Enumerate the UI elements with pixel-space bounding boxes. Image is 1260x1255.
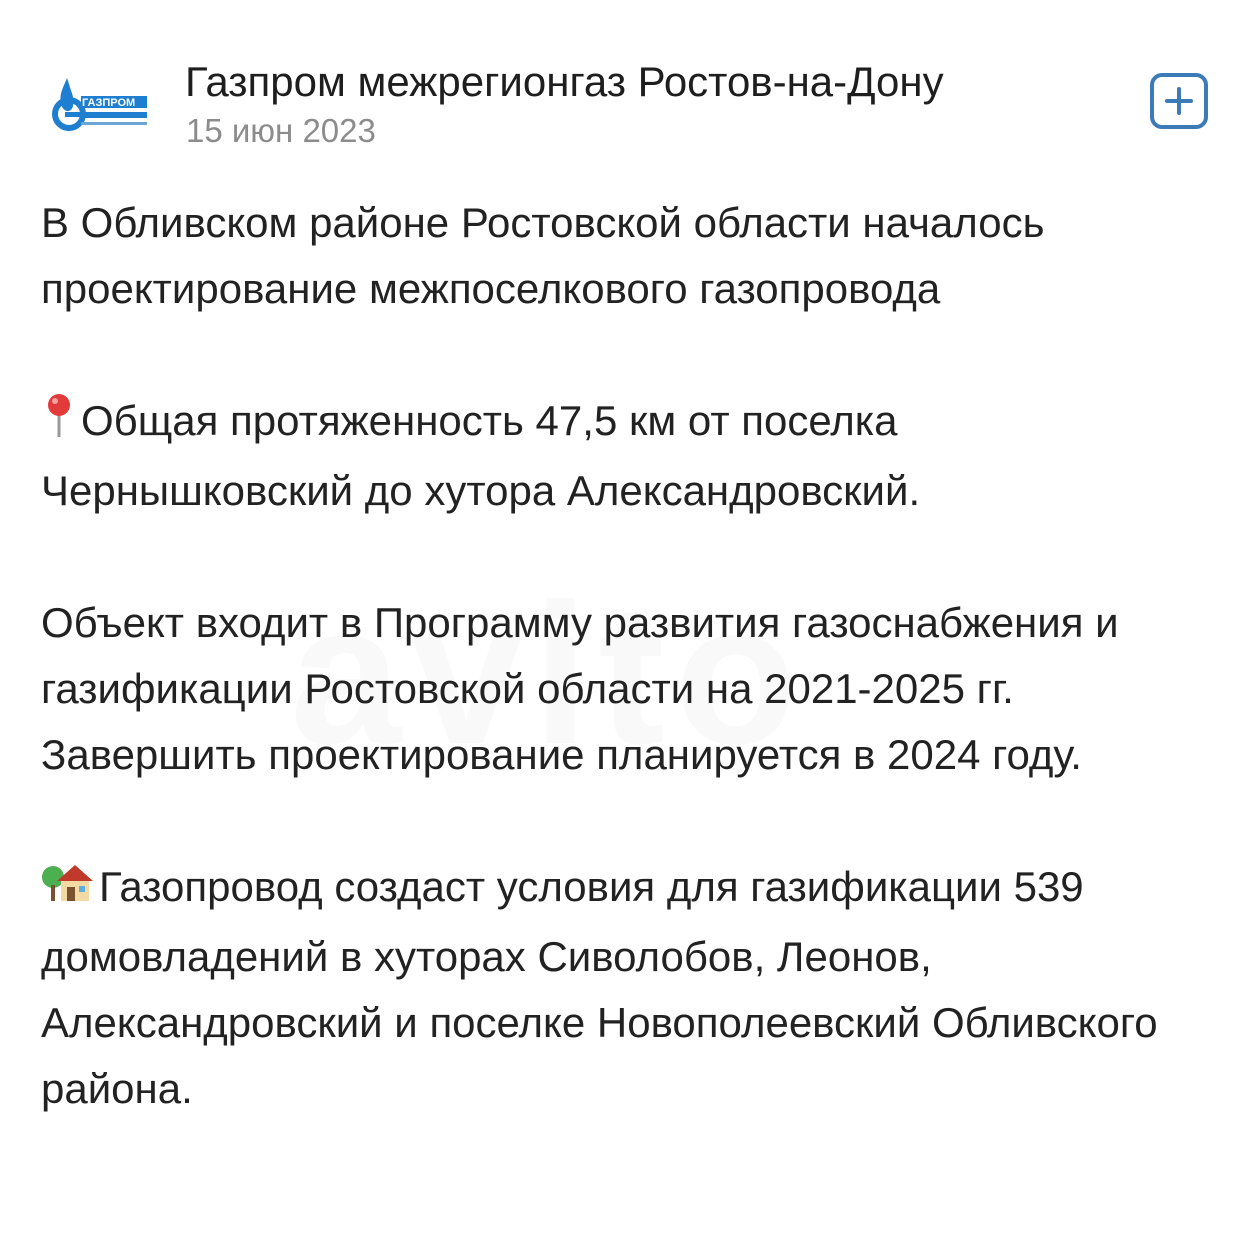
post-body bbox=[41, 190, 1221, 1122]
post-paragraph bbox=[41, 590, 1221, 788]
pushpin-icon bbox=[41, 391, 77, 458]
avatar-logo-text: ГАЗПРОМ bbox=[82, 97, 136, 109]
post-paragraph-text: Объект входит в Программу развития газоснабжения и газификации Ростовской области на 2021-2025 гг. Завершить проектирование планируется в 2024 году. bbox=[41, 599, 1119, 778]
post-paragraph-text: Общая протяженность 47,5 км от поселка Чернышковский до хутора Александровский. bbox=[41, 397, 921, 514]
post-date: 15 июн 2023 bbox=[186, 112, 376, 149]
post-paragraph bbox=[41, 190, 1221, 322]
subscribe-button[interactable] bbox=[1150, 73, 1208, 129]
post-paragraph-text: Газопровод создаст условия для газификации 539 домовладений в хуторах Сиволобов, Леонов, Александровский и поселке Новополеевский Обливского района. bbox=[41, 863, 1158, 1112]
house-with-garden-icon bbox=[41, 858, 95, 924]
post-paragraph bbox=[41, 388, 1221, 524]
author-name[interactable]: Газпром межрегионгаз Ростов-на-Дону bbox=[185, 58, 944, 105]
post-paragraph-text: В Обливском районе Ростовской области началось проектирование межпоселкового газопровода bbox=[41, 199, 1045, 312]
gazprom-logo-icon[interactable] bbox=[45, 70, 153, 136]
post-header bbox=[0, 0, 1260, 170]
post-paragraph bbox=[41, 854, 1221, 1122]
